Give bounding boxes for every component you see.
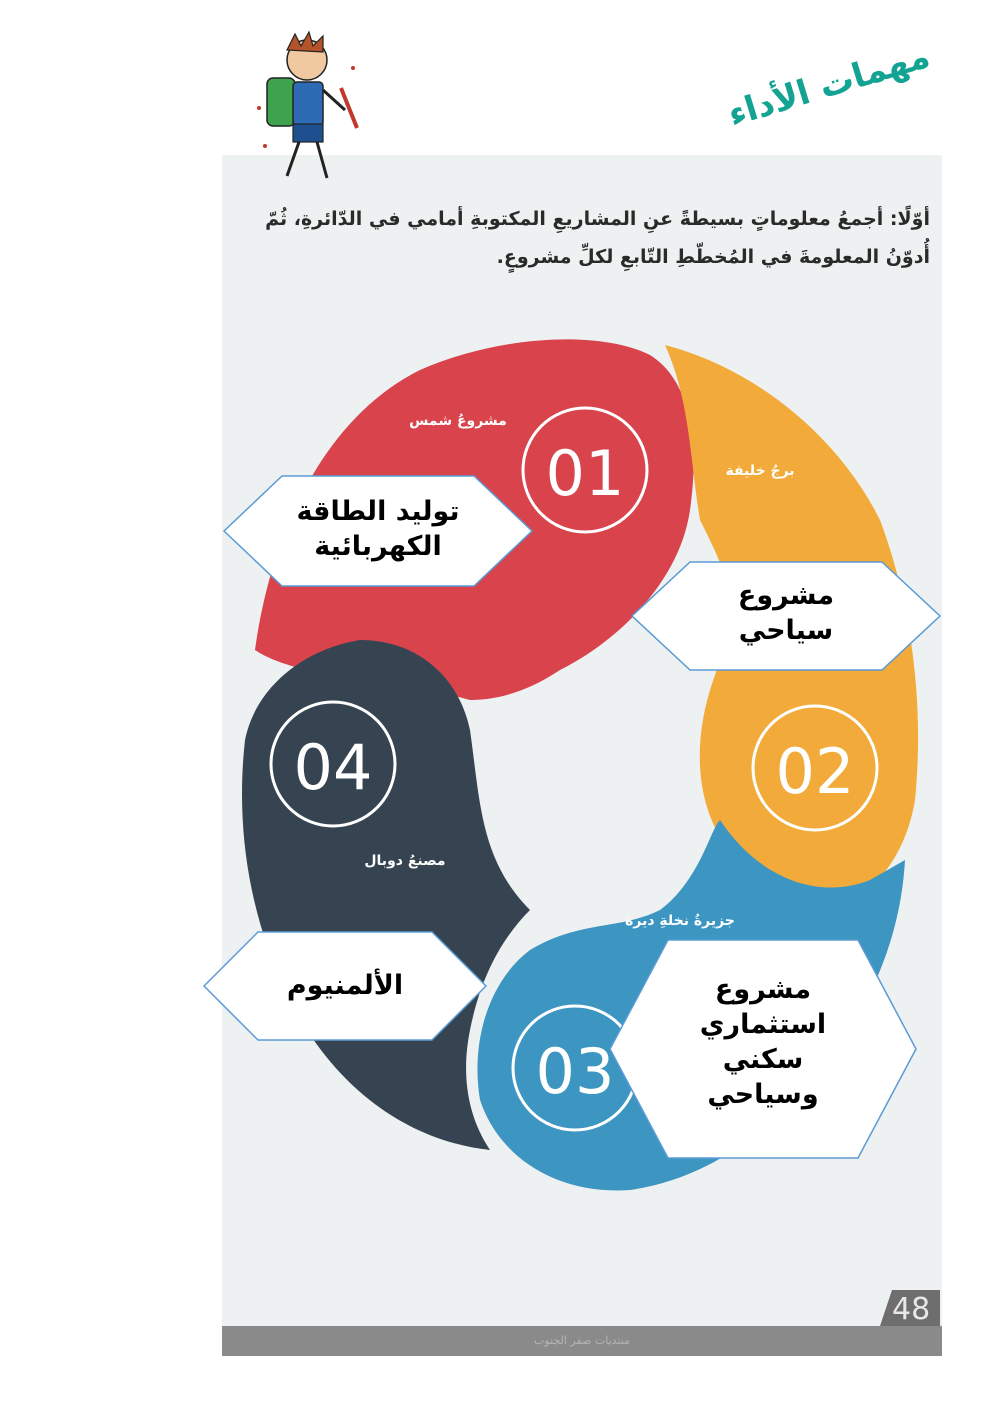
answer-text-02: مشروع سياحي	[737, 580, 835, 646]
answer-box-04[interactable]	[202, 930, 488, 1042]
page-number: 48	[892, 1292, 931, 1327]
answer-box-02[interactable]	[630, 560, 942, 672]
footer-band	[222, 1326, 942, 1356]
project-label-01: مشروعُ شمس	[409, 413, 507, 429]
answer-box-03[interactable]	[608, 938, 918, 1160]
instructions-text: أوّلًا: أجمعُ معلوماتٍ بسيطةً عنِ المشاريعِ المكتوبةِ أمامي في الدّائرةِ، ثُمّ أُدوّنُ المعلومةَ في المُخطّطِ التّابعِ لكلِّ مشروعٍ.	[265, 208, 930, 268]
page-title: مهمات الأداء	[723, 35, 935, 136]
answer-text-03: مشروع استثماري سكني وسياحي	[699, 974, 827, 1110]
number-04: 04	[293, 731, 373, 804]
number-02: 02	[775, 735, 855, 808]
number-03: 03	[535, 1035, 615, 1108]
answer-text-01: توليد الطاقة الكهربائية	[296, 496, 460, 562]
answer-box-01[interactable]	[222, 474, 534, 588]
watermark-text: منتديات صقر الجنوب	[534, 1334, 630, 1347]
number-01: 01	[545, 437, 625, 510]
project-label-02: برجُ خليفة	[725, 463, 795, 479]
answer-text-04: الألمنيوم	[286, 970, 404, 1001]
project-label-03: جزيرةُ نخلةِ ديرة	[625, 913, 735, 929]
project-label-04: مصنعُ دوبال	[364, 853, 446, 869]
